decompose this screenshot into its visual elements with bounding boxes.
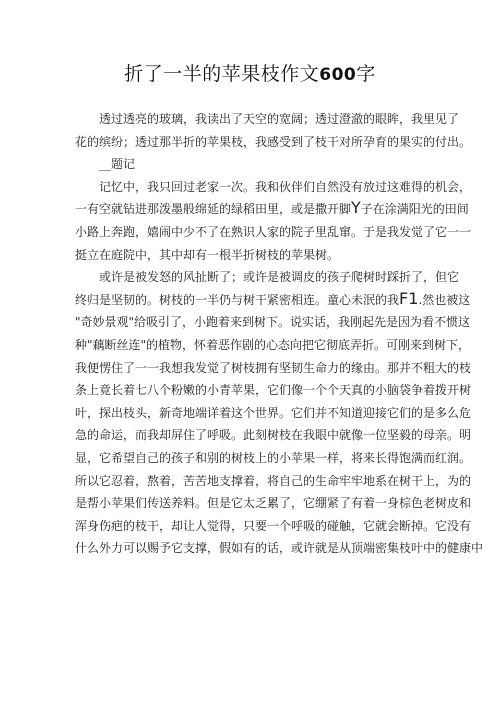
line-segment: 终归是坚韧的。树枝的一半仍与树干紧密相连。童心未泯的我 — [75, 292, 400, 307]
paragraph-line: 是帮小苹果们传送养料。但是它太乏累了，它绷紧了有着一身棕色老树皮和 — [75, 496, 472, 511]
line-segment: .然也被这 — [418, 292, 471, 307]
paragraph-line: 或许是被发怒的风扯断了；或许是被调皮的孩子爬树时踩折了，但它 — [99, 270, 460, 285]
article-body — [75, 108, 484, 560]
page-title — [0, 62, 500, 87]
inline-latin-char: Y — [351, 198, 361, 218]
paragraph-line: 急的命运，而我却屏住了呼吸。此刻树枝在我眼中就像一位坚毅的母亲。明 — [75, 428, 472, 443]
title-suffix: 字 — [356, 63, 376, 85]
paragraph-line: 挺立在庭院中，其中却有一根半折树枝的苹果树。 — [75, 247, 340, 262]
paragraph-line: 花的缤纷；透过那半折的苹果枝，我感受到了枝干对所孕育的果实的付出。 — [75, 134, 472, 149]
line-segment: 一有空就钻进那泼墨般绵延的绿稻田里，或是撒开脚 — [75, 202, 352, 217]
paragraph-line: 条上竟长着七八个粉嫩的小青苹果，它们像一个个天真的小脑袋争着拨开树 — [75, 383, 472, 398]
line-segment: 子在涂满阳光的田间 — [360, 202, 469, 217]
paragraph-line — [75, 198, 469, 221]
inline-latin-char: F1 — [399, 288, 419, 308]
paragraph-line — [75, 288, 471, 312]
paragraph-line: 记忆中，我只回过老家一次。我和伙伴们自然没有放过这难得的机会， — [99, 179, 472, 194]
paragraph-line: 小路上奔跑，嬉闹中少不了在熟识人家的院子里乱窜。于是我发觉了它一一 — [75, 224, 472, 239]
paragraph-line: "奇妙景观"给吸引了，小跑着来到树下。说实话，我刚起先是因为看不惯这 — [75, 315, 471, 330]
paragraph-line: 透过透亮的玻璃，我读出了天空的宽阔；透过澄澈的眼眸，我里见了 — [99, 112, 460, 126]
title-text: 折了一半的苹果枝作文 — [124, 63, 320, 85]
paragraph-line: 我便愣住了一一我想我发觉了树枝拥有坚韧生命力的缘由。那并不粗大的枝 — [75, 360, 472, 375]
paragraph-line: 浑身伤疤的枝干，却让人觉得，只要一个呼吸的碰触，它就会断掉。它没有 — [75, 518, 472, 533]
paragraph-line: 叶，探出枝头，新奇地端详着这个世界。它们并不知道迎接它们的是多么危 — [75, 405, 472, 420]
paragraph-line: 显，它希望自己的孩子和别的树枝上的小苹果一样，将来长得饱满而红润。 — [75, 450, 472, 465]
title-number: 600 — [319, 65, 357, 85]
paragraph-line: 所以它忍着，熬着，苦苦地支撑着，将自己的生命牢牢地系在树干上，为的 — [75, 473, 472, 488]
paragraph-line: 什么外力可以赐予它支撑，假如有的话，或许就是从顶端密集枝叶中的健康中 — [75, 541, 484, 556]
epigraph-label: __题记 — [99, 157, 136, 172]
paragraph-line: 种"藕断丝连"的植物，怀着恶作剧的心态向把它彻底弄折。可刚来到树下， — [75, 337, 471, 352]
